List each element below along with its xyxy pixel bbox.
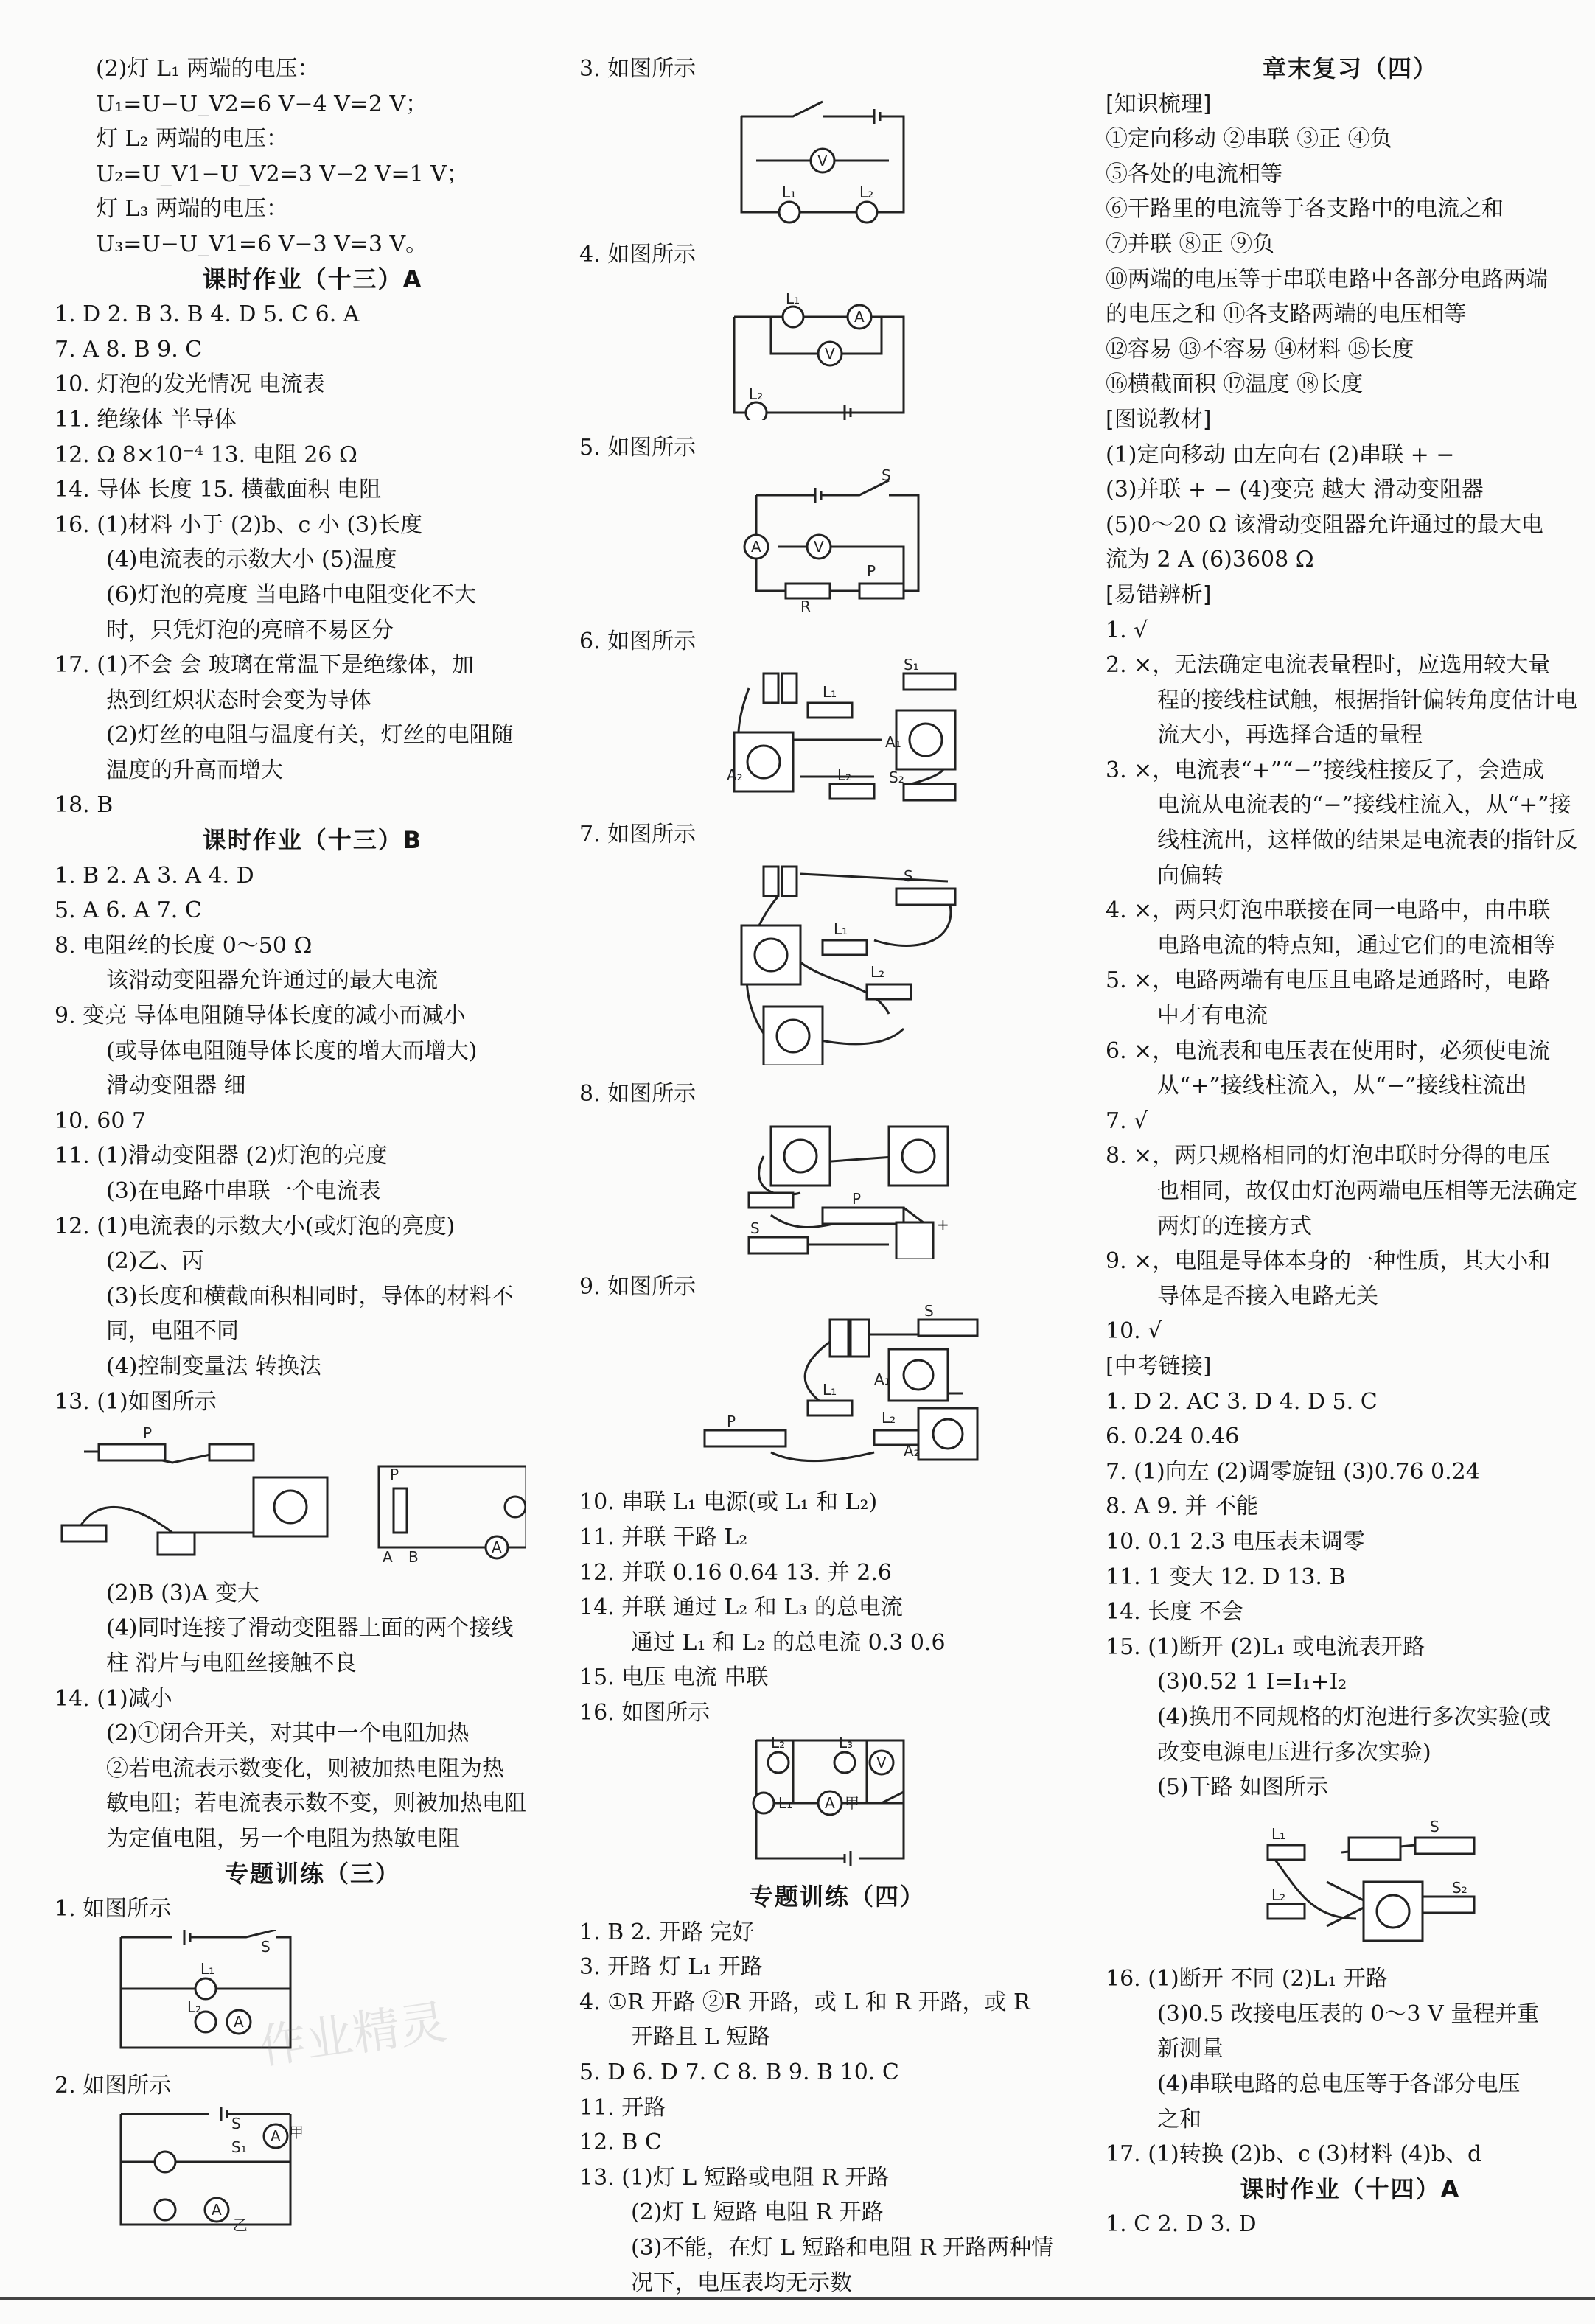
answer-line: (3)在电路中串联一个电流表 — [106, 1178, 381, 1204]
answer-line: 1. D 2. B 3. B 4. D 5. C 6. A — [55, 301, 360, 328]
svg-text:L₂: L₂ — [1271, 1886, 1286, 1904]
svg-text:P: P — [867, 561, 876, 580]
answer-line: 导体是否接入电路无关 — [1157, 1283, 1378, 1309]
col3b-lines — [1106, 1961, 1595, 2242]
answer-line: (4)控制变量法 转换法 — [106, 1353, 322, 1379]
answer-line: 14. 并联 通过 L₂ 和 L₃ 的总电流 — [579, 1595, 903, 1621]
answer-line: 8. 电阻丝的长度 0～50 Ω — [55, 932, 313, 959]
answer-line: 9. ×，电阻是导体本身的一种性质，其大小和 — [1106, 1248, 1551, 1275]
figure-16-circuit — [579, 1733, 1095, 1877]
answer-line: (4)同时连接了滑动变阻器上面的两个接线 — [106, 1615, 514, 1642]
subsection-label: [中考链接] — [1106, 1353, 1212, 1379]
svg-text:A: A — [854, 307, 865, 326]
svg-text:P: P — [143, 1424, 153, 1443]
answer-line: 流为 2 A (6)3608 Ω — [1106, 547, 1314, 573]
answer-line: (2)B (3)A 变大 — [106, 1580, 259, 1606]
answer-line: 8. ×，两只规格相同的灯泡串联时分得的电压 — [1106, 1143, 1551, 1169]
answer-line: 13. (1)如图所示 — [55, 1388, 217, 1415]
answer-line: 敏电阻；若电流表示数不变，则被加热电阻 — [106, 1791, 526, 1817]
answer-line: (3)不能，在灯 L 短路和电阻 R 开路两种情 — [631, 2235, 1054, 2261]
svg-text:L₁: L₁ — [823, 683, 837, 701]
svg-text:L₂: L₂ — [882, 1408, 896, 1427]
answer-line: ①定向移动 ②串联 ③正 ④负 — [1106, 126, 1392, 153]
item-label: 9. 如图所示 — [579, 1274, 697, 1301]
answer-line: (5)干路 如图所示 — [1157, 1774, 1329, 1801]
answer-line: (3)长度和横截面积相同时，导体的材料不 — [106, 1283, 514, 1309]
svg-text:P: P — [390, 1466, 399, 1484]
answer-line: 滑动变阻器 细 — [106, 1073, 246, 1099]
answer-line: (3)0.52 1 I=I₁+I₂ — [1157, 1669, 1347, 1695]
figure-15-circuit — [1106, 1808, 1595, 1959]
answer-line: 14. 导体 长度 15. 横截面积 电阻 — [55, 477, 382, 503]
answer-line: (4)电流表的示数大小 (5)温度 — [106, 547, 397, 573]
col1b-lines — [55, 1576, 570, 1927]
answer-line: 1. D 2. AC 3. D 4. D 5. C — [1106, 1388, 1378, 1415]
col2-item-5 — [579, 430, 1095, 623]
col2b-lines — [579, 1485, 1095, 1730]
answer-line: (3)0.5 改接电压表的 0～3 V 量程并重 — [1157, 2001, 1540, 2027]
answer-line: ⑦并联 ⑧正 ⑨负 — [1106, 231, 1275, 257]
answer-line: 15. (1)断开 (2)L₁ 或电流表开路 — [1106, 1634, 1425, 1660]
svg-text:R: R — [800, 597, 811, 613]
svg-text:A₂: A₂ — [727, 766, 743, 785]
answer-line: ⑩两端的电压等于串联电路中各部分电路两端 — [1106, 266, 1548, 293]
svg-text:L₃: L₃ — [839, 1734, 854, 1752]
col2-item-6 — [579, 624, 1095, 817]
answer-line: 两灯的连接方式 — [1157, 1213, 1312, 1239]
answer-line: (3)并联 + − (4)变亮 越大 滑动变阻器 — [1106, 477, 1484, 503]
answer-line: 的电压之和 ⑪各支路两端的电压相等 — [1106, 301, 1467, 328]
answer-line: 14. 长度 不会 — [1106, 1599, 1243, 1625]
answer-line: 通过 L₁ 和 L₂ 的总电流 0.3 0.6 — [631, 1629, 946, 1656]
svg-text:A: A — [234, 2012, 244, 2031]
answer-line: 1. B 2. A 3. A 4. D — [55, 862, 254, 889]
svg-text:L₁: L₁ — [778, 1794, 793, 1813]
svg-text:A: A — [212, 2200, 222, 2219]
answer-line: 11. 绝缘体 半导体 — [55, 406, 237, 433]
column-right — [1106, 52, 1595, 2242]
answer-line: 流大小，再选择合适的量程 — [1157, 722, 1423, 749]
answer-line: 10. 60 7 — [55, 1107, 147, 1134]
answer-line: (4)串联电路的总电压等于各部分电压 — [1157, 2071, 1521, 2098]
col1-lines — [55, 52, 570, 1419]
answer-line: 5. A 6. A 7. C — [55, 897, 202, 924]
answer-line: 时，只凭灯泡的亮暗不易区分 — [106, 617, 394, 643]
subsection-label: [易错辨析] — [1106, 581, 1212, 608]
section-heading: 专题训练（四） — [749, 1883, 925, 1911]
answer-line: 13. (1)灯 L 短路或电阻 R 开路 — [579, 2164, 890, 2191]
figure-special3-2 — [55, 2107, 570, 2243]
svg-text:A: A — [383, 1548, 393, 1563]
answer-line: ⑯横截面积 ⑰温度 ⑱长度 — [1106, 371, 1364, 398]
answer-line: 15. 电压 电流 串联 — [579, 1665, 769, 1691]
answer-line: 12. Ω 8×10⁻⁴ 13. 电阻 26 Ω — [55, 441, 357, 468]
answer-line: 电流从电流表的“−”接线柱流入，从“+”接 — [1157, 792, 1571, 819]
answer-line: 同，电阻不同 — [106, 1318, 239, 1345]
svg-text:V: V — [876, 1754, 887, 1772]
answer-line: 11. 1 变大 12. D 13. B — [1106, 1564, 1346, 1590]
answer-line: 为定值电阻，另一个电阻为热敏电阻 — [106, 1825, 460, 1852]
answer-line: 开路且 L 短路 — [631, 2024, 770, 2051]
watermark-text: 作业精灵 — [255, 1995, 450, 2076]
svg-text:S: S — [1430, 1817, 1439, 1835]
section-heading: 章末复习（四） — [1262, 55, 1438, 83]
answer-line: 11. (1)滑动变阻器 (2)灯泡的亮度 — [55, 1143, 388, 1169]
svg-text:S₁: S₁ — [231, 2138, 247, 2156]
svg-text:+: + — [937, 1215, 949, 1233]
answer-line: (4)换用不同规格的灯泡进行多次实验(或 — [1157, 1704, 1552, 1730]
answer-line: 4. ×，两只灯泡串联接在同一电路中，由串联 — [1106, 897, 1551, 924]
answer-line: 热到红炽状态时会变为导体 — [106, 687, 371, 713]
answer-line: (5)0～20 Ω 该滑动变阻器允许通过的最大电 — [1106, 511, 1543, 538]
answer-line: U₃=U−U_V1=6 V−3 V=3 V。 — [96, 231, 428, 257]
svg-text:甲: 甲 — [845, 1794, 859, 1813]
answer-line: 3. 开路 灯 L₁ 开路 — [579, 1954, 763, 1981]
answer-line: 11. 开路 — [579, 2094, 666, 2121]
answer-line: 16. (1)材料 小于 (2)b、c 小 (3)长度 — [55, 511, 422, 538]
svg-text:A: A — [751, 537, 761, 556]
answer-line: 10. √ — [1106, 1318, 1162, 1345]
answer-line: 柱 滑片与电阻丝接触不良 — [106, 1650, 357, 1676]
answer-line: U₁=U−U_V2=6 V−4 V=2 V； — [96, 91, 428, 117]
svg-text:S: S — [924, 1304, 934, 1320]
col2-item-3 — [579, 52, 1095, 237]
answer-line: 10. 0.1 2.3 电压表未调零 — [1106, 1528, 1365, 1555]
answer-line: (6)灯泡的亮度 当电路中电阻变化不大 — [106, 581, 477, 608]
figure-13-circuit — [55, 1422, 570, 1573]
answer-line: 12. 并联 0.16 0.64 13. 并 2.6 — [579, 1559, 892, 1586]
svg-text:P: P — [727, 1412, 736, 1430]
svg-text:A₁: A₁ — [874, 1370, 890, 1388]
answer-line: ⑥干路里的电流等于各支路中的电流之和 — [1106, 196, 1504, 223]
answer-line: 9. 变亮 导体电阻随导体长度的减小而减小 — [55, 1003, 466, 1029]
answer-line: (2)①闭合开关，对其中一个电阻加热 — [106, 1721, 470, 1747]
svg-text:S: S — [750, 1219, 760, 1237]
svg-text:L₂: L₂ — [870, 963, 885, 981]
answer-line: 从“+”接线柱流入，从“−”接线柱流出 — [1157, 1073, 1527, 1099]
item-label: 6. 如图所示 — [579, 628, 697, 654]
col2-item-7 — [579, 817, 1095, 1077]
svg-text:V: V — [825, 344, 835, 363]
answer-line: 6. 0.24 0.46 — [1106, 1424, 1240, 1450]
answer-line: 1. C 2. D 3. D — [1106, 2211, 1257, 2238]
svg-text:L₁: L₁ — [834, 920, 848, 939]
answer-line: (2)灯 L 短路 电阻 R 开路 — [631, 2199, 884, 2226]
answer-line: 向偏转 — [1157, 862, 1224, 889]
answer-line: 中才有电流 — [1157, 1003, 1268, 1029]
answer-line: (2)乙、丙 — [106, 1248, 204, 1275]
svg-text:S: S — [231, 2114, 241, 2132]
svg-text:L₁: L₁ — [1271, 1824, 1286, 1843]
item-label: 5. 如图所示 — [579, 435, 697, 461]
answer-line: 1. B 2. 开路 完好 — [579, 1919, 755, 1945]
svg-text:甲: 甲 — [289, 2123, 304, 2141]
svg-text:A₂: A₂ — [904, 1441, 920, 1460]
svg-text:L₂: L₂ — [771, 1734, 786, 1752]
answer-line: 12. (1)电流表的示数大小(或灯泡的亮度) — [55, 1213, 456, 1239]
answer-line: 3. ×，电流表“+”“−”接线柱接反了，会造成 — [1106, 757, 1544, 783]
svg-text:B: B — [408, 1548, 419, 1563]
svg-text:L₂: L₂ — [187, 1998, 202, 2016]
col2c-lines — [579, 1880, 1095, 2300]
svg-text:L₁: L₁ — [823, 1380, 837, 1399]
answer-line: 8. A 9. 并 不能 — [1106, 1494, 1259, 1520]
answer-line: (1)定向移动 由左向右 (2)串联 + − — [1106, 441, 1455, 468]
answer-line: 新测量 — [1157, 2036, 1224, 2062]
answer-line: 况下，电压表均无示数 — [631, 2269, 852, 2296]
answer-line: 2. 如图所示 — [55, 2073, 172, 2099]
answer-line: 灯 L₂ 两端的电压： — [96, 126, 289, 153]
answer-line: 7. (1)向左 (2)调零旋钮 (3)0.76 0.24 — [1106, 1458, 1480, 1485]
svg-text:P: P — [852, 1189, 862, 1208]
answer-line: 灯 L₃ 两端的电压： — [96, 196, 289, 223]
answer-line: 10. 灯泡的发光情况 电流表 — [55, 371, 325, 398]
answer-line: 5. D 6. D 7. C 8. B 9. B 10. C — [579, 2059, 899, 2086]
bottom-rule — [0, 2297, 1595, 2300]
answer-line: 线柱流出，这样做的结果是电流表的指针反 — [1157, 827, 1577, 854]
svg-text:A: A — [271, 2127, 281, 2145]
col2-item-9 — [579, 1270, 1095, 1485]
answer-line: 1. √ — [1106, 617, 1148, 643]
answer-line: 6. ×，电流表和电压表在使用时，必须使电流 — [1106, 1037, 1551, 1064]
col2-item-8 — [579, 1077, 1095, 1270]
answer-line: 17. (1)不会 会 玻璃在常温下是绝缘体，加 — [55, 652, 474, 679]
item-label: 7. 如图所示 — [579, 821, 697, 847]
answer-line: (2)灯 L₁ 两端的电压： — [96, 56, 320, 82]
item-label: 3. 如图所示 — [579, 56, 697, 82]
section-heading: 课时作业（十三）A — [202, 265, 423, 293]
col3-lines — [1106, 52, 1595, 1805]
answer-line: 之和 — [1157, 2106, 1201, 2132]
answer-line: 2. ×，无法确定电流表量程时，应选用较大量 — [1106, 652, 1551, 679]
answer-line: 改变电源电压进行多次实验) — [1157, 1739, 1431, 1765]
answer-line: 1. 如图所示 — [55, 1896, 172, 1922]
subsection-label: [知识梳理] — [1106, 91, 1212, 117]
answer-line: 温度的升高而增大 — [106, 757, 283, 783]
answer-line: 7. √ — [1106, 1107, 1148, 1134]
answer-line: 也相同，故仅由灯泡两端电压相等无法确定 — [1157, 1178, 1577, 1204]
answer-line: 该滑动变阻器允许通过的最大电流 — [106, 967, 438, 994]
subsection-label: [图说教材] — [1106, 406, 1212, 433]
svg-text:S₁: S₁ — [904, 659, 919, 674]
svg-text:V: V — [814, 537, 824, 556]
item-label: 4. 如图所示 — [579, 242, 697, 268]
svg-text:L₁: L₁ — [782, 183, 797, 201]
answer-line: 12. B C — [579, 2129, 662, 2156]
svg-text:乙: 乙 — [233, 2216, 248, 2232]
svg-text:A: A — [825, 1794, 835, 1813]
answer-line: ②若电流表示数变化，则被加热电阻为热 — [106, 1755, 504, 1782]
svg-text:L₂: L₂ — [859, 183, 874, 201]
svg-text:S₂: S₂ — [1452, 1878, 1467, 1897]
answer-line: 电路电流的特点知，通过它们的电流相等 — [1157, 932, 1555, 959]
col2-item-4 — [579, 237, 1095, 430]
svg-text:L₁: L₁ — [200, 1959, 215, 1978]
answer-line: ⑤各处的电流相等 — [1106, 161, 1282, 187]
answer-line: 18. B — [55, 792, 114, 819]
answer-line: (2)灯丝的电阻与温度有关，灯丝的电阻随 — [106, 722, 514, 749]
column-left — [55, 52, 570, 2245]
answer-line: 程的接线柱试触，根据指针偏转角度估计电 — [1157, 687, 1577, 713]
answer-line: U₂=U_V1−U_V2=3 V−2 V=1 V； — [96, 161, 469, 187]
svg-text:V: V — [817, 151, 828, 169]
answer-line: (或导体电阻随导体长度的增大而增大) — [106, 1037, 478, 1064]
answer-line: 17. (1)转换 (2)b、c (3)材料 (4)b、d — [1106, 2141, 1482, 2168]
item-label: 8. 如图所示 — [579, 1080, 697, 1107]
col1c-lines — [55, 2068, 570, 2104]
answer-line: 11. 并联 干路 L₂ — [579, 1524, 748, 1550]
column-middle — [579, 52, 1095, 2300]
section-heading: 专题训练（三） — [224, 1859, 400, 1888]
section-heading: 课时作业（十四）A — [1240, 2174, 1461, 2203]
svg-text:A: A — [492, 1539, 502, 1557]
answer-line: 16. (1)断开 不同 (2)L₁ 开路 — [1106, 1966, 1388, 1992]
svg-text:A₁: A₁ — [885, 733, 901, 752]
svg-text:S: S — [904, 867, 913, 886]
svg-text:S₂: S₂ — [889, 769, 904, 787]
answer-line: 14. (1)减小 — [55, 1685, 172, 1712]
svg-text:L₁: L₁ — [786, 289, 800, 307]
svg-text:L₂: L₂ — [749, 385, 764, 403]
answer-line: 4. ①R 开路 ②R 开路，或 L 和 R 开路，或 R — [579, 1989, 1030, 2015]
answer-line: 7. A 8. B 9. C — [55, 336, 203, 363]
svg-text:S: S — [261, 1937, 271, 1956]
answer-line: 5. ×，电路两端有电压且电路是通路时，电路 — [1106, 967, 1551, 994]
answer-line: 16. 如图所示 — [579, 1699, 711, 1726]
section-heading: 课时作业（十三）B — [202, 826, 423, 855]
svg-text:S: S — [882, 466, 891, 484]
svg-text:L₂: L₂ — [837, 766, 852, 785]
answer-line: ⑫容易 ⑬不容易 ⑭材料 ⑮长度 — [1106, 336, 1414, 363]
answer-line: 10. 串联 L₁ 电源(或 L₁ 和 L₂) — [579, 1489, 878, 1516]
